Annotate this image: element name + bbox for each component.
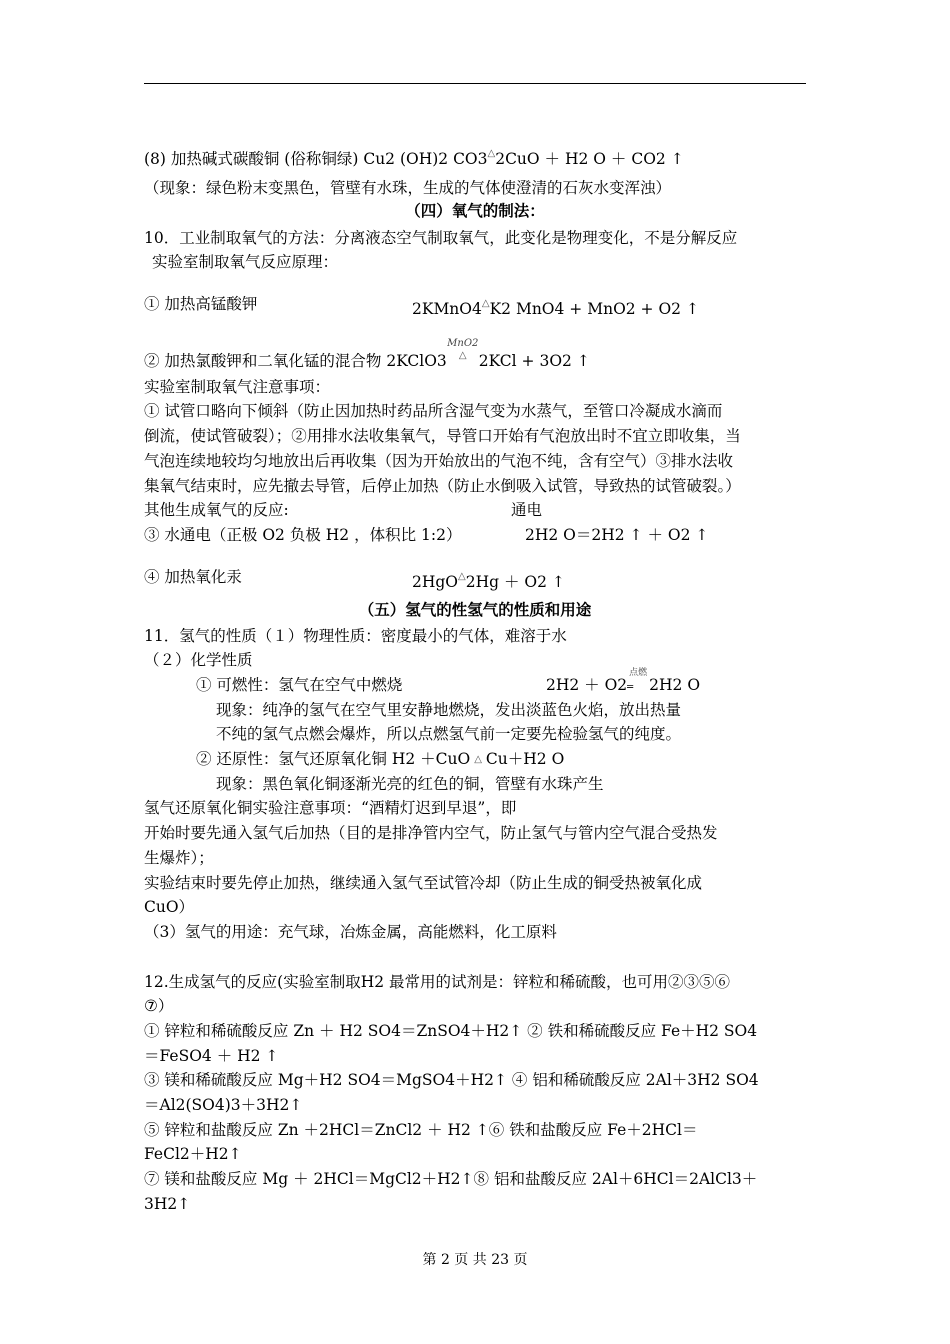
notes-line-2: 倒流，使试管破裂）；②用排水法收集氧气，导管口开始有气泡放出时不宜立即收集，当: [144, 427, 741, 445]
lab-principle: 实验室制取氧气反应原理：: [152, 253, 339, 271]
reaction-7-8: ⑦ 镁和盐酸反应 Mg ＋ 2HCl＝MgCl2＋H2↑⑧ 铝和盐酸反应 2Al＋6HCl＝2AlCl3＋: [144, 1170, 758, 1188]
notes-line-3: 气泡连续地较均匀地放出后再收集（因为开始放出的气泡不纯，含有空气）③排水法收: [144, 452, 734, 470]
heat-symbol: △: [481, 298, 490, 309]
hgo-reaction: ④ 加热氧化汞 2HgO△2Hg ＋ O2 ↑: [144, 568, 565, 591]
reduction-notes: 氢气还原氧化铜实验注意事项：“酒精灯迟到早退”，即: [144, 799, 517, 817]
reaction-8-cont: 3H2↑: [144, 1195, 191, 1213]
reduction-notes-3: 实验结束时要先停止加热，继续通入氢气至试管冷却（防止生成的铜受热被氧化成: [144, 874, 703, 892]
flame-phenomenon: 现象：纯净的氢气在空气里安静地燃烧，发出淡蓝色火焰，放出热量: [216, 701, 682, 719]
flammability: ① 可燃性：氢气在空气中燃烧 2H2 ＋ O2 点燃 ═ 2H2 O: [196, 674, 402, 696]
reaction-1-2: ① 锌粒和稀硫酸反应 Zn ＋ H2 SO4＝ZnSO4＋H2↑ ② 铁和稀硫酸反应 Fe＋H2 SO4: [144, 1022, 758, 1040]
other-reactions: 其他生成氧气的反应: 通电: [144, 501, 543, 519]
reaction-3-4: ③ 镁和稀硫酸反应 Mg＋H2 SO4＝MgSO4＋H2↑ ④ 铝和稀硫酸反应 2Al＋3H2 SO4: [144, 1071, 759, 1089]
item-12: 12.生成氢气的反应(实验室制取H2 最常用的试剂是：锌粒和稀硫酸，也可用②③⑤⑥: [144, 973, 731, 991]
reaction-5-6: ⑤ 锌粒和盐酸反应 Zn ＋2HCl＝ZnCl2 ＋ H2 ↑⑥ 铁和盐酸反应 Fe＋2HCl＝: [144, 1121, 698, 1139]
reduction-notes-2: 生爆炸）；: [144, 849, 214, 867]
reduction-phenomenon: 现象：黑色氧化铜逐渐光亮的红色的铜，管壁有水珠产生: [216, 775, 604, 793]
chemical-properties: （２）化学性质: [144, 651, 253, 669]
section-heading-4: （四）氧气的制法：: [405, 201, 545, 220]
kmno4-reaction: ① 加热高锰酸钾 2KMnO4△K2 MnO4 + MnO2 + O2 ↑: [144, 295, 699, 318]
phenomenon-1: （现象：绿色粉末变黑色，管壁有水珠，生成的气体使澄清的石灰水变浑浊）: [144, 179, 672, 197]
heat-symbol: △: [487, 148, 496, 159]
item-11: 11．氢气的性质（１）物理性质：密度最小的气体，难溶于水: [144, 627, 567, 645]
section-heading-5: （五）氢气的性氢气的性质和用途: [358, 600, 592, 619]
item-10: 10．工业制取氧气的方法：分离液态空气制取氧气，此变化是物理变化，不是分解反应: [144, 229, 738, 247]
reaction-2-cont: ＝FeSO4 ＋ H2 ↑: [144, 1047, 279, 1065]
kclo3-reaction: ② 加热氯酸钾和二氧化锰的混合物 2KClO3 MnO2 △ 2KCl + 3O2 ↑: [144, 345, 590, 372]
header-rule: [144, 83, 806, 84]
water-electrolysis: ③ 水通电（正极 O2 负极 H2 ，体积比 1:2） 2H2 O＝2H2 ↑ ＋ O2 ↑: [144, 526, 709, 544]
reducibility: ② 还原性：氢气还原氧化铜 H2 ＋CuO △ Cu＋H2 O: [196, 750, 565, 768]
reaction-6-cont: FeCl2＋H2↑: [144, 1145, 242, 1163]
heat-symbol: △: [458, 571, 466, 582]
notes-title: 实验室制取氧气注意事项：: [144, 378, 331, 396]
purity-warning: 不纯的氢气点燃会爆炸，所以点燃氢气前一定要先检验氢气的纯度。: [216, 725, 682, 743]
electrolysis-label: 通电: [511, 501, 543, 519]
page-footer: 第 2 页 共 23 页: [422, 1252, 528, 1268]
reduction-notes-4: CuO）: [144, 898, 195, 916]
reduction-notes-1: 开始时要先通入氢气后加热（目的是排净管内空气，防止氢气与管内空气混合受热发: [144, 824, 718, 842]
line-8: (8) 加热碱式碳酸铜 (俗称铜绿) Cu2 (OH)2 CO3△2CuO ＋ H2 O ＋ CO2 ↑: [144, 148, 684, 168]
catalyst-label: MnO2: [447, 338, 479, 349]
item-12-cont: ⑦）: [144, 997, 174, 1015]
notes-line-1: ① 试管口略向下倾斜（防止因加热时药品所含湿气变为水蒸气，至管口冷凝成水滴而: [144, 402, 723, 420]
reaction-4-cont: ＝Al2(SO4)3＋3H2↑: [144, 1096, 303, 1114]
hydrogen-uses: （3）氢气的用途：充气球，冶炼金属，高能燃料，化工原料: [144, 923, 557, 941]
notes-line-4: 集氧气结束时，应先撤去导管，后停止加热（防止水倒吸入试管，导致热的试管破裂。）: [144, 477, 741, 495]
ignite-label: 点燃: [629, 668, 648, 678]
heat-symbol: △: [458, 350, 467, 361]
heat-symbol: △: [474, 754, 482, 765]
